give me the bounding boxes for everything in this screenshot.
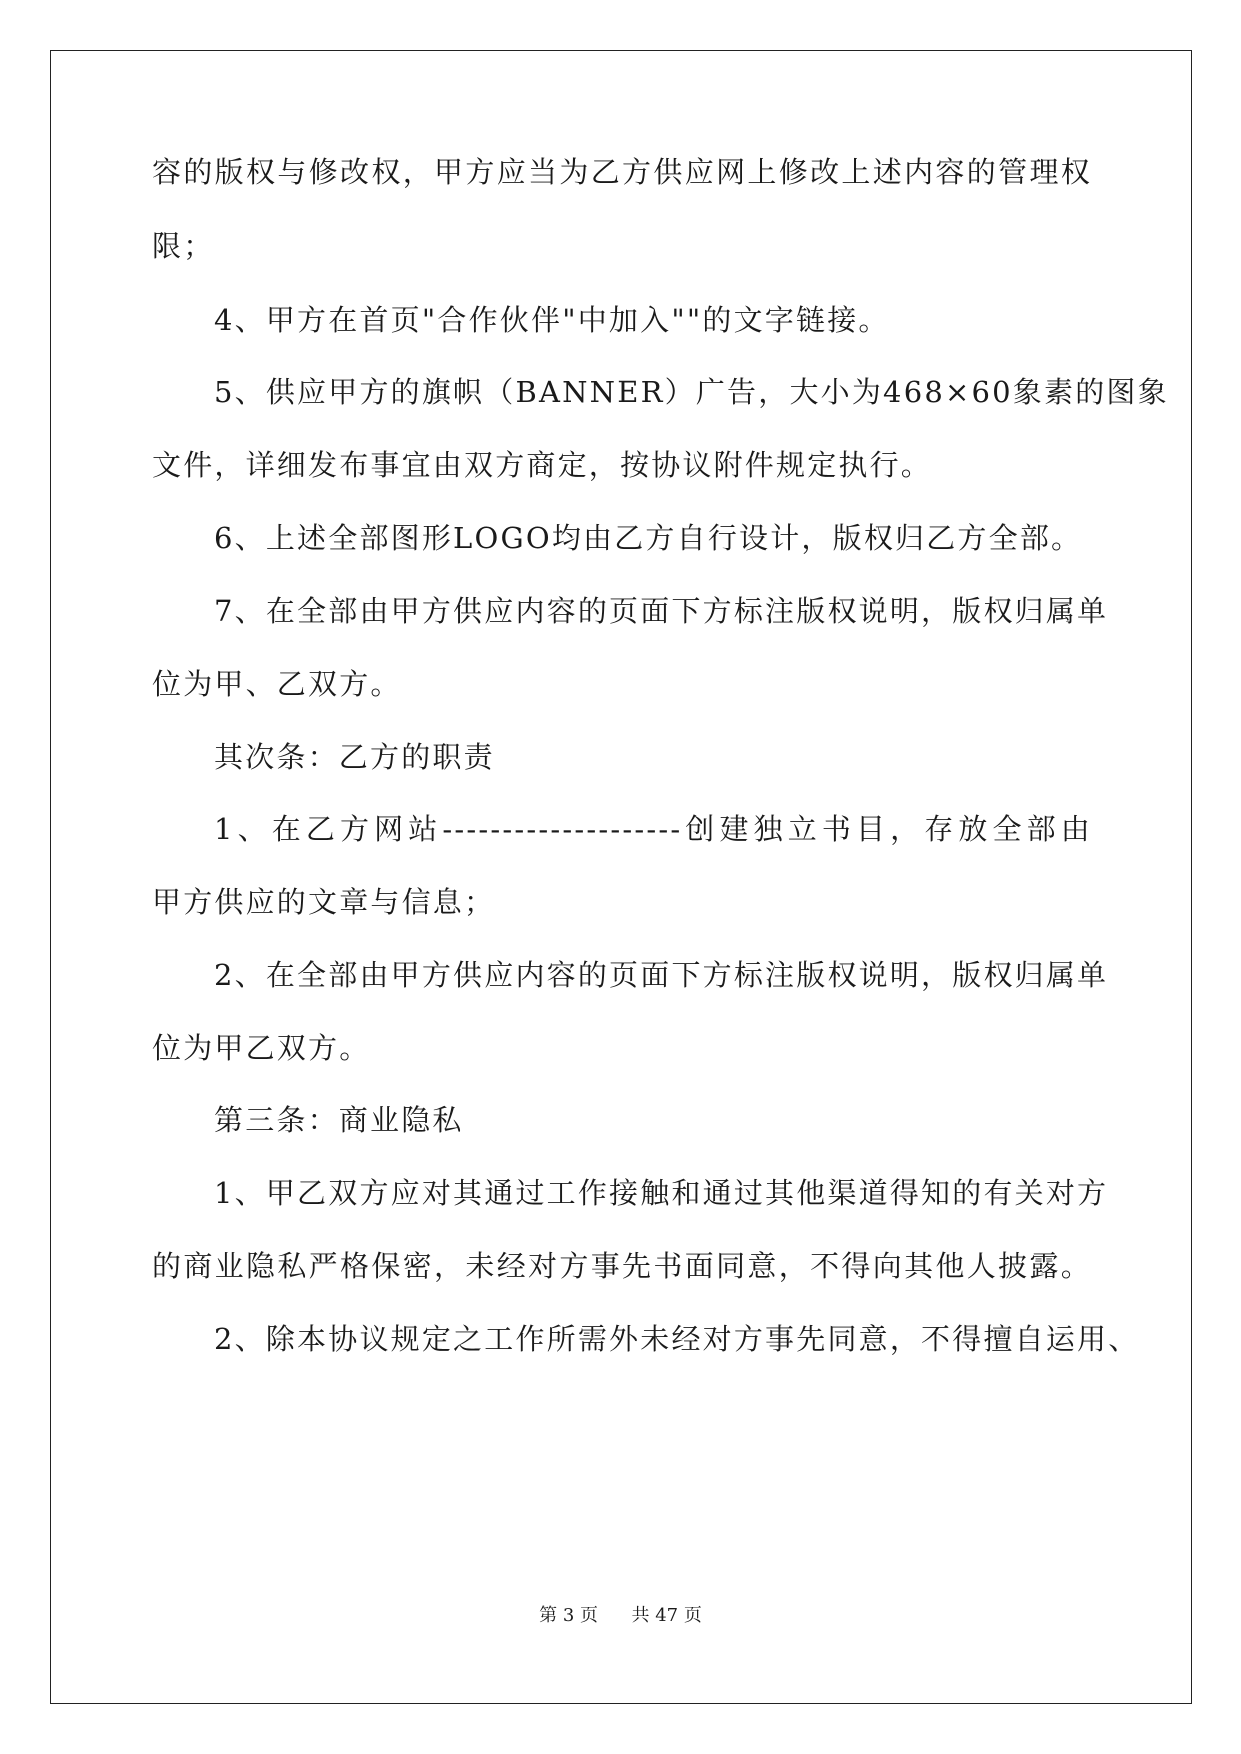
paragraph-line: 位为甲、乙双方。 xyxy=(152,667,402,701)
paragraph-line: 1、甲乙双方应对其通过工作接触和通过其他渠道得知的有关对方 xyxy=(214,1176,1109,1210)
paragraph-line: 7、在全部由甲方供应内容的页面下方标注版权说明，版权归属单 xyxy=(214,594,1109,628)
paragraph-line: 位为甲乙双方。 xyxy=(152,1031,371,1065)
paragraph-line: 4、甲方在首页"合作伙伴"中加入""的文字链接。 xyxy=(214,303,890,337)
page-footer xyxy=(0,1604,1241,1628)
section-heading: 其次条：乙方的职责 xyxy=(214,740,495,774)
section-heading: 第三条：商业隐私 xyxy=(214,1103,464,1137)
page-number: 第 3 页 xyxy=(539,1605,599,1626)
paragraph-line: 容的版权与修改权，甲方应当为乙方供应网上修改上述内容的管理权 xyxy=(152,155,1092,189)
paragraph-line: 6、上述全部图形LOGO均由乙方自行设计，版权归乙方全部。 xyxy=(214,521,1083,555)
page-total: 共 47 页 xyxy=(631,1605,702,1626)
paragraph-line: 2、除本协议规定之工作所需外未经对方事先同意，不得擅自运用、 xyxy=(214,1322,1140,1356)
paragraph-line: 5、供应甲方的旗帜（BANNER）广告，大小为468×60象素的图象 xyxy=(214,375,1169,409)
paragraph-line: 甲方供应的文章与信息； xyxy=(152,885,496,919)
page-border xyxy=(50,50,1192,1704)
paragraph-line: 1、在乙方网站--------------------创建独立书目，存放全部由 xyxy=(214,812,1092,846)
paragraph-line: 限； xyxy=(152,229,215,263)
paragraph-line: 的商业隐私严格保密，未经对方事先书面同意，不得向其他人披露。 xyxy=(152,1249,1092,1283)
paragraph-line: 文件，详细发布事宜由双方商定，按协议附件规定执行。 xyxy=(152,448,933,482)
paragraph-line: 2、在全部由甲方供应内容的页面下方标注版权说明，版权归属单 xyxy=(214,958,1109,992)
